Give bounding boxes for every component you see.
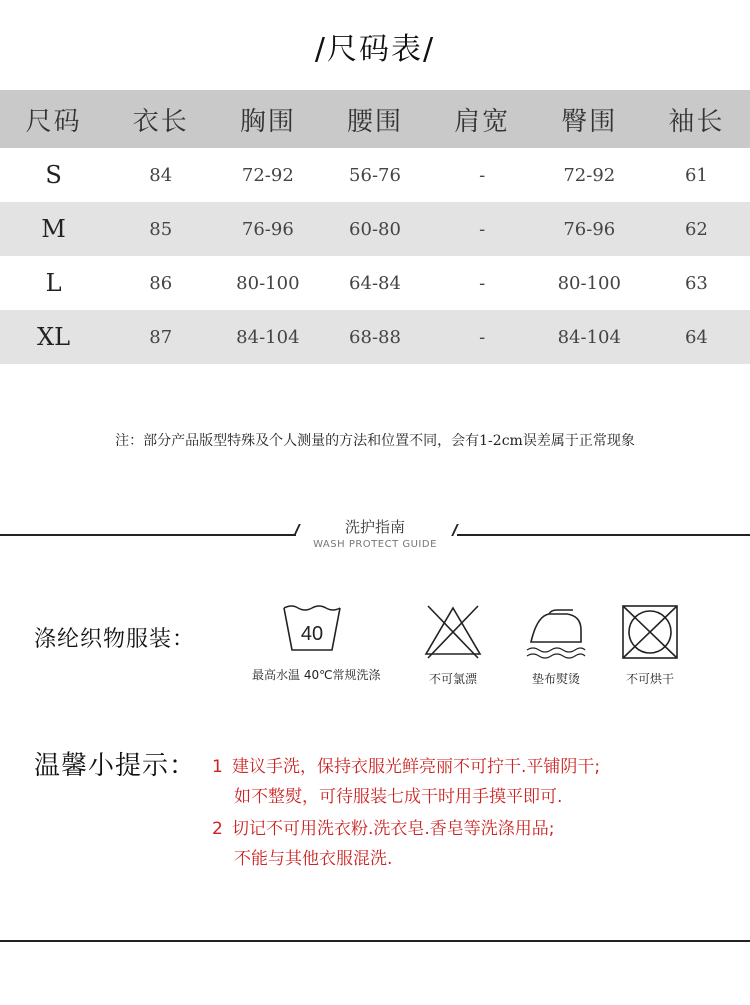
cell: 72-92 bbox=[563, 164, 616, 186]
cell-size: M bbox=[0, 202, 107, 256]
size-table bbox=[0, 90, 750, 364]
cell: 63 bbox=[684, 272, 708, 294]
divider-line-right bbox=[457, 534, 750, 536]
no-bleach-icon bbox=[422, 604, 484, 660]
header-chest: 胸围 bbox=[214, 90, 321, 148]
tip-item-1 bbox=[212, 752, 600, 812]
iron-with-cloth-icon bbox=[523, 604, 589, 660]
header-size: 尺码 bbox=[0, 90, 107, 148]
cell: 60-80 bbox=[321, 202, 428, 256]
tip-number: 1 bbox=[212, 757, 223, 777]
header-shoulder: 肩宽 bbox=[429, 90, 536, 148]
tip-line: 切记不可用洗衣粉.洗衣皂.香皂等洗涤用品; bbox=[232, 819, 555, 839]
tip-number: 2 bbox=[212, 819, 223, 839]
cell-size: XL bbox=[0, 310, 107, 364]
table-header-row bbox=[0, 90, 750, 148]
cell: 64-84 bbox=[349, 272, 401, 294]
cell: - bbox=[429, 310, 536, 364]
care-item-bleach bbox=[393, 604, 513, 687]
header-waist: 腰围 bbox=[321, 90, 428, 148]
care-label: 不可氯漂 bbox=[428, 672, 477, 686]
cell: - bbox=[479, 272, 486, 294]
cell: 61 bbox=[684, 164, 708, 186]
cell: 72-92 bbox=[241, 164, 294, 186]
care-item-wash bbox=[252, 604, 381, 683]
guide-subtitle: WASH PROTECT GUIDE bbox=[313, 539, 437, 550]
cell-size: S bbox=[45, 161, 62, 189]
tip-line: 如不整熨，可待服装七成干时用手摸平即可. bbox=[234, 787, 563, 807]
table-row bbox=[0, 148, 750, 202]
cell: - bbox=[479, 164, 486, 186]
cell: 56-76 bbox=[349, 164, 401, 186]
cell: - bbox=[429, 202, 536, 256]
cell: 85 bbox=[107, 202, 214, 256]
care-item-dry bbox=[590, 604, 710, 687]
wash-40-icon bbox=[280, 604, 344, 656]
header-length: 衣长 bbox=[107, 90, 214, 148]
bottom-divider bbox=[0, 940, 750, 942]
cell: 86 bbox=[149, 272, 173, 294]
cell: 84 bbox=[149, 164, 173, 186]
cell: 80-100 bbox=[236, 272, 300, 294]
tip-line: 建议手洗，保持衣服光鲜亮丽不可拧干.平铺阴干; bbox=[232, 757, 601, 777]
cell: 76-96 bbox=[536, 202, 643, 256]
wash-temp-value: 40 bbox=[300, 623, 324, 645]
care-label: 垫布熨烫 bbox=[531, 672, 580, 686]
table-row bbox=[0, 202, 750, 256]
tip-line: 不能与其他衣服混洗. bbox=[234, 849, 393, 869]
fabric-label: 涤纶织物服装： bbox=[34, 627, 196, 652]
no-tumble-dry-icon bbox=[620, 604, 680, 660]
cell-size: L bbox=[45, 269, 62, 297]
cell: 64 bbox=[643, 310, 750, 364]
header-sleeve: 袖长 bbox=[643, 90, 750, 148]
cell: 84-104 bbox=[536, 310, 643, 364]
cell: 68-88 bbox=[321, 310, 428, 364]
cell: 80-100 bbox=[557, 272, 621, 294]
tip-item-2 bbox=[212, 814, 555, 874]
page-title: /尺码表/ bbox=[314, 32, 436, 67]
size-note: 注：部分产品版型特殊及个人测量的方法和位置不同，会有1-2cm误差属于正常现象 bbox=[115, 433, 635, 449]
care-label: 最高水温 40℃常规洗涤 bbox=[252, 668, 381, 682]
cell: 76-96 bbox=[214, 202, 321, 256]
table-row bbox=[0, 256, 750, 310]
care-label: 不可烘干 bbox=[625, 672, 674, 686]
cell: 84-104 bbox=[214, 310, 321, 364]
tips-title: 温馨小提示： bbox=[34, 751, 197, 781]
cell: 62 bbox=[643, 202, 750, 256]
guide-title: 洗护指南 bbox=[344, 518, 405, 536]
table-row bbox=[0, 310, 750, 364]
wash-guide-divider bbox=[0, 512, 750, 562]
header-hip: 臀围 bbox=[536, 90, 643, 148]
cell: 87 bbox=[107, 310, 214, 364]
